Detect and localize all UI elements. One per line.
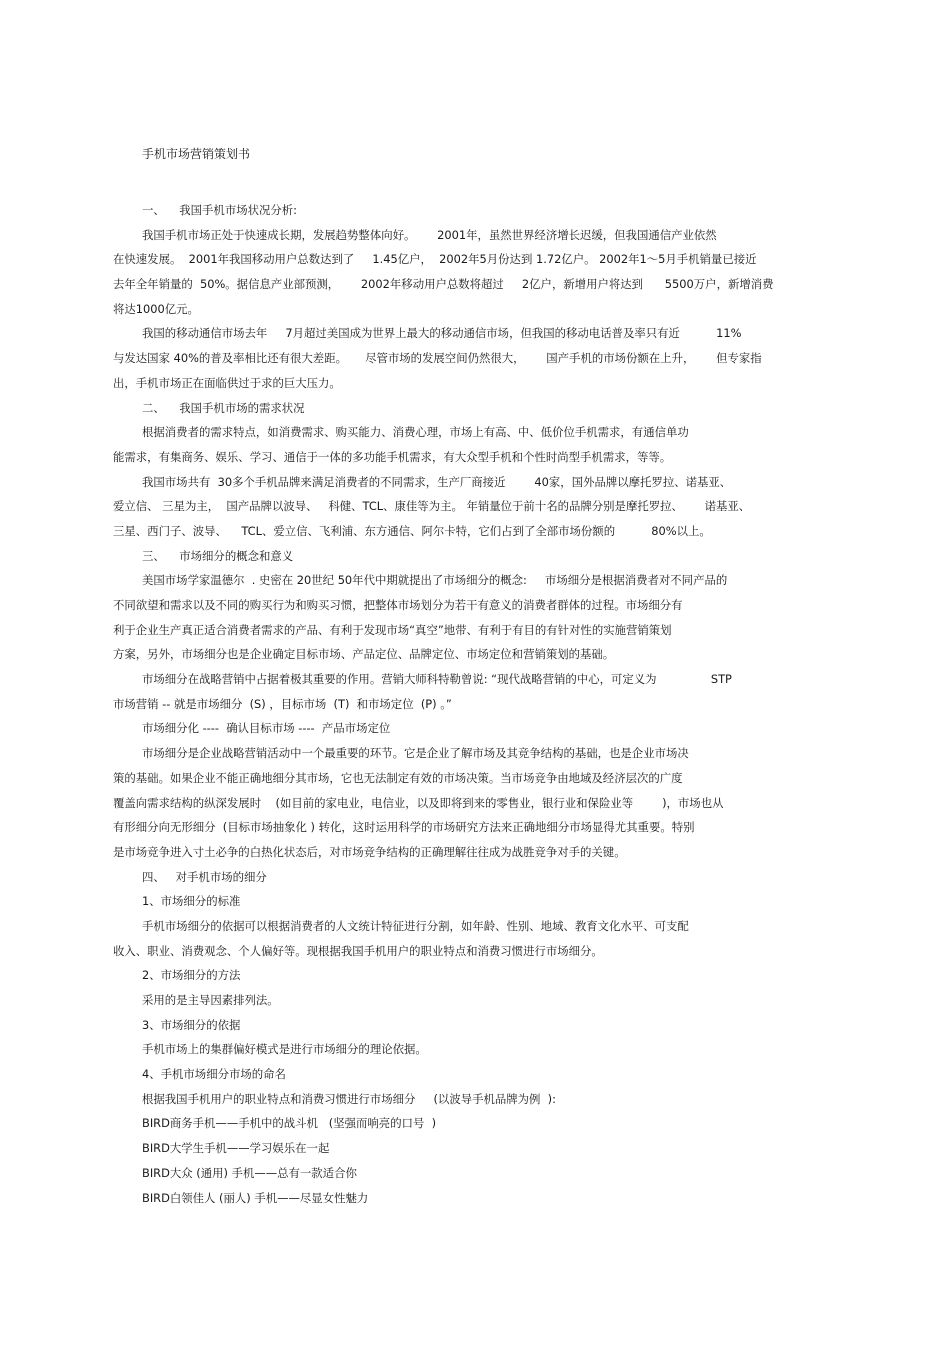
- text-line: 市场细分是企业战略营销活动中一个最重要的环节。它是企业了解市场及其竞争结构的基础，也是企业市场决: [142, 746, 689, 761]
- text-line: 收入、职业、消费观念、个人偏好等。现根据我国手机用户的职业特点和消费习惯进行市场细分。: [113, 943, 603, 958]
- text-line: 二、 我国手机市场的需求状况: [142, 400, 305, 415]
- text-line: 根据消费者的需求特点，如消费需求、购买能力、消费心理，市场上有高、中、低价位手机需求，有通信单功: [142, 425, 689, 440]
- text-line: BIRD大众 (通用) 手机——总有一款适合你: [142, 1165, 357, 1180]
- text-line: BIRD大学生手机——学习娱乐在一起: [142, 1141, 330, 1156]
- text-line: 美国市场学家温德尔 . 史密在 20世纪 50年代中期就提出了市场细分的概念: 市场细分是根据消费者对不同产品的: [142, 573, 728, 588]
- text-line: 是市场竞争进入寸土必争的白热化状态后，对市场竞争结构的正确理解往往成为战胜竞争对手的关键。: [113, 844, 626, 859]
- text-line: 在快速发展。 2001年我国移动用户总数达到了 1.45亿户， 2002年5月份达到 1.72亿户。 2002年1～5月手机销量已接近: [113, 252, 757, 267]
- text-line: 覆盖向需求结构的纵深发展时 (如目前的家电业，电信业，以及即将到来的零售业，银行业和保险业等 )，市场也从: [113, 795, 724, 810]
- text-line: 三星、西门子、波导、 TCL、爱立信、飞利浦、东方通信、阿尔卡特，它们占到了全部市场份额的 80%以上。: [113, 523, 711, 538]
- text-line: 能需求，有集商务、娱乐、学习、通信于一体的多功能手机需求，有大众型手机和个性时尚型手机需求，等等。: [113, 449, 672, 464]
- text-line: 市场营销 -- 就是市场细分 (S) ，目标市场 (T) 和市场定位 (P) 。”: [113, 696, 452, 711]
- text-line: 手机市场上的集群偏好模式是进行市场细分的理论依据。: [142, 1042, 427, 1057]
- text-line: 将达1000亿元。: [113, 301, 199, 316]
- document-body: [113, 198, 843, 1210]
- text-line: 我国的移动通信市场去年 7月超过美国成为世界上最大的移动通信市场，但我国的移动电话普及率只有近 11%: [142, 326, 742, 341]
- text-line: 我国市场共有 30多个手机品牌来满足消费者的不同需求，生产厂商接近 40家，国外品牌以摩托罗拉、诺基亚、: [142, 474, 732, 489]
- text-line: 不同欲望和需求以及不同的购买行为和购买习惯，把整体市场划分为若干有意义的消费者群体的过程。市场细分有: [113, 598, 683, 612]
- text-line: 根据我国手机用户的职业特点和消费习惯进行市场细分 (以波导手机品牌为例 ):: [142, 1091, 556, 1106]
- text-line: 爱立信、 三星为主， 国产品牌以波导、 科健、TCL、康佳等为主。 年销量位于前十名的品牌分别是摩托罗拉、 诺基亚、: [113, 499, 751, 514]
- text-line: 出，手机市场正在面临供过于求的巨大压力。: [113, 375, 341, 390]
- text-line: 四、 对手机市场的细分: [142, 869, 267, 884]
- text-line: BIRD商务手机——手机中的战斗机 (坚强而响亮的口号 ): [142, 1116, 437, 1131]
- text-line: 手机市场细分的依据可以根据消费者的人文统计特征进行分割，如年龄、性别、地域、教育文化水平、可支配: [142, 918, 689, 933]
- text-line: 采用的是主导因素排列法。: [142, 993, 279, 1007]
- text-line: 市场细分在战略营销中占据着极其重要的作用。营销大师科特勒曾说: “现代战略营销的中心，可定义为 STP: [142, 672, 732, 687]
- text-line: 去年全年销量的 50%。据信息产业部预测， 2002年移动用户总数将超过 2亿户，新增用户将达到 5500万户，新增消费: [113, 277, 774, 292]
- text-line: 三、 市场细分的概念和意义: [142, 548, 294, 563]
- text-line: 有形细分向无形细分 (目标市场抽象化 ) 转化，这时运用科学的市场研究方法来正确地细分市场显得尤其重要。特别: [113, 820, 695, 835]
- text-line: 2、市场细分的方法: [142, 968, 241, 983]
- document-title: 手机市场营销策划书: [142, 147, 251, 161]
- text-line: 3、市场细分的依据: [142, 1017, 241, 1032]
- text-line: 4、手机市场细分市场的命名: [142, 1067, 286, 1082]
- text-line: 1、市场细分的标准: [142, 894, 241, 909]
- text-line: 与发达国家 40%的普及率相比还有很大差距。 尽管市场的发展空间仍然很大， 国产手机的市场份额在上升， 但专家指: [113, 351, 762, 366]
- text-line: 市场细分化 ---- 确认目标市场 ---- 产品市场定位: [142, 721, 391, 736]
- text-line: BIRD白领佳人 (丽人) 手机——尽显女性魅力: [142, 1190, 369, 1205]
- text-line: 我国手机市场正处于快速成长期，发展趋势整体向好。 2001年，虽然世界经济增长迟缓，但我国通信产业依然: [142, 227, 717, 242]
- text-line: 一、 我国手机市场状况分析:: [142, 203, 298, 217]
- text-line: 利于企业生产真正适合消费者需求的产品、有利于发现市场“真空”地带、有利于有目的有针对性的实施营销策划: [113, 622, 672, 637]
- text-line: 方案，另外，市场细分也是企业确定目标市场、产品定位、品牌定位、市场定位和营销策划的基础。: [113, 647, 615, 662]
- text-line: 策的基础。如果企业不能正确地细分其市场，它也无法制定有效的市场决策。当市场竞争由地域及经济层次的广度: [113, 770, 683, 785]
